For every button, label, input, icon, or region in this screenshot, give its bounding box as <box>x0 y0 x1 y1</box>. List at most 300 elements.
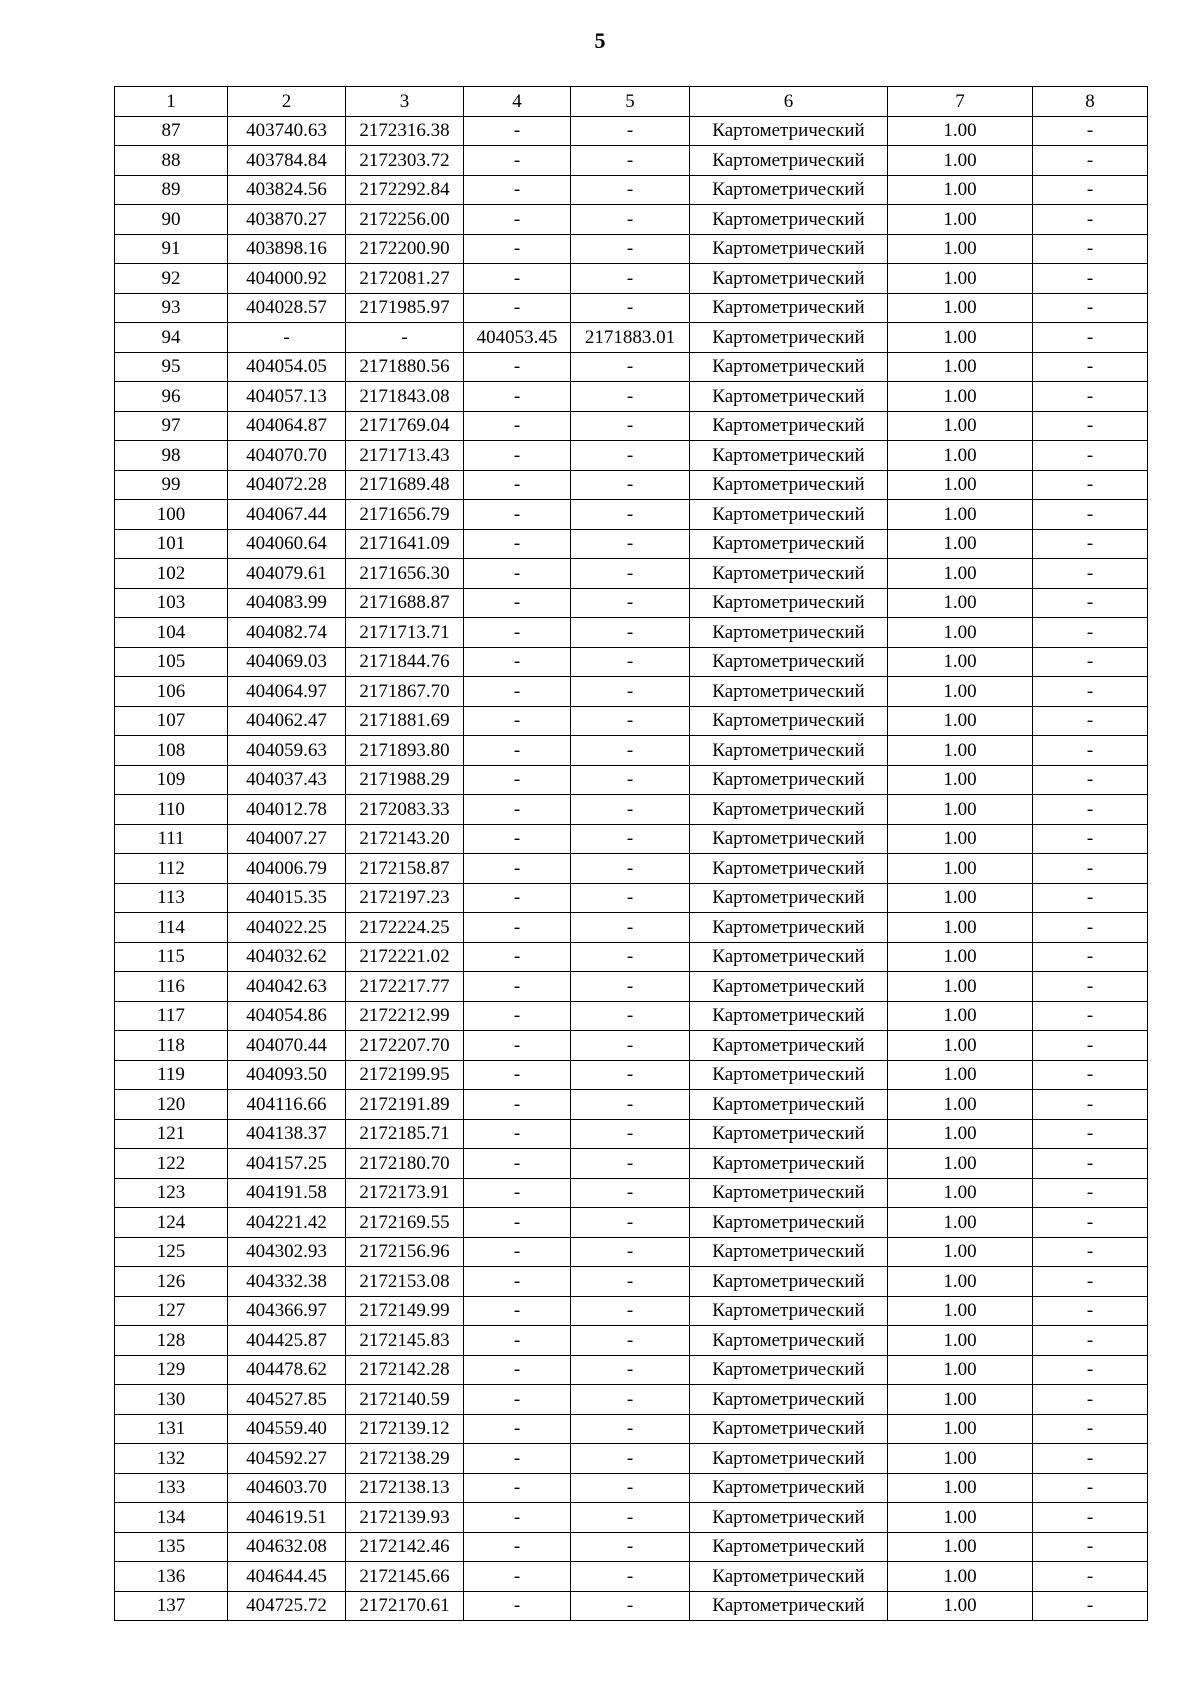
table-cell-col-5: - <box>571 1532 690 1562</box>
table-row <box>115 1326 1148 1356</box>
table-cell-col-5: - <box>571 411 690 441</box>
table-cell-col-3: 2172199.95 <box>346 1060 464 1090</box>
table-cell-col-4: - <box>464 352 571 382</box>
table-cell-col-4: - <box>464 116 571 146</box>
table-row <box>115 1001 1148 1031</box>
table-row <box>115 1119 1148 1149</box>
table-cell-col-8: - <box>1033 1296 1148 1326</box>
table-cell-col-5: - <box>571 1355 690 1385</box>
table-cell-col-3: 2172140.59 <box>346 1385 464 1415</box>
table-cell-col-8: - <box>1033 146 1148 176</box>
table-cell-col-5: - <box>571 854 690 884</box>
table-cell-col-3: 2172173.91 <box>346 1178 464 1208</box>
table-cell-col-6: Картометрический <box>690 942 888 972</box>
table-cell-col-8: - <box>1033 706 1148 736</box>
table-cell-col-5: - <box>571 1090 690 1120</box>
table-cell-col-6: Картометрический <box>690 854 888 884</box>
table-cell-col-5: - <box>571 116 690 146</box>
table-cell-col-6: Картометрический <box>690 1119 888 1149</box>
table-cell-col-1: 95 <box>115 352 228 382</box>
table-cell-col-6: Картометрический <box>690 1237 888 1267</box>
table-cell-col-7: 1.00 <box>888 559 1033 589</box>
table-cell-col-5: - <box>571 795 690 825</box>
table-cell-col-5: - <box>571 470 690 500</box>
table-cell-col-8: - <box>1033 1090 1148 1120</box>
table-cell-col-2: 404366.97 <box>228 1296 346 1326</box>
table-cell-col-6: Картометрический <box>690 1178 888 1208</box>
table-cell-col-2: 403740.63 <box>228 116 346 146</box>
table-cell-col-3: 2172139.12 <box>346 1414 464 1444</box>
table-cell-col-1: 97 <box>115 411 228 441</box>
table-cell-col-4: - <box>464 854 571 884</box>
table-cell-col-5: - <box>571 500 690 530</box>
table-cell-col-2: 404478.62 <box>228 1355 346 1385</box>
table-cell-col-2: 404015.35 <box>228 883 346 913</box>
table-cell-col-2: - <box>228 323 346 353</box>
table-cell-col-2: 404725.72 <box>228 1591 346 1621</box>
table-cell-col-8: - <box>1033 411 1148 441</box>
table-cell-col-4: - <box>464 824 571 854</box>
table-cell-col-4: - <box>464 1149 571 1179</box>
table-cell-col-4: - <box>464 264 571 294</box>
table-cell-col-1: 92 <box>115 264 228 294</box>
table-cell-col-8: - <box>1033 1237 1148 1267</box>
table-cell-col-6: Картометрический <box>690 883 888 913</box>
table-cell-col-4: - <box>464 1444 571 1474</box>
table-cell-col-8: - <box>1033 1119 1148 1149</box>
table-cell-col-4: - <box>464 1532 571 1562</box>
table-cell-col-6: Картометрический <box>690 323 888 353</box>
table-cell-col-4: - <box>464 1296 571 1326</box>
table-cell-col-2: 404079.61 <box>228 559 346 589</box>
table-cell-col-6: Картометрический <box>690 1267 888 1297</box>
table-cell-col-1: 98 <box>115 441 228 471</box>
table-cell-col-8: - <box>1033 352 1148 382</box>
table-cell-col-2: 404028.57 <box>228 293 346 323</box>
table-cell-col-4: - <box>464 1031 571 1061</box>
table-cell-col-7: 1.00 <box>888 1090 1033 1120</box>
table-cell-col-8: - <box>1033 264 1148 294</box>
table-cell-col-5: - <box>571 588 690 618</box>
table-cell-col-7: 1.00 <box>888 323 1033 353</box>
table-row <box>115 559 1148 589</box>
table-cell-col-8: - <box>1033 824 1148 854</box>
table-row <box>115 1473 1148 1503</box>
table-cell-col-8: - <box>1033 795 1148 825</box>
table-cell-col-7: 1.00 <box>888 1562 1033 1592</box>
table-cell-col-6: Картометрический <box>690 470 888 500</box>
table-cell-col-4: - <box>464 205 571 235</box>
table-cell-col-2: 403784.84 <box>228 146 346 176</box>
table-cell-col-3: 2172217.77 <box>346 972 464 1002</box>
table-cell-col-5: - <box>571 234 690 264</box>
table-cell-col-3: 2171881.69 <box>346 706 464 736</box>
table-cell-col-7: 1.00 <box>888 1385 1033 1415</box>
table-cell-col-4: - <box>464 972 571 1002</box>
table-row <box>115 293 1148 323</box>
table-cell-col-1: 100 <box>115 500 228 530</box>
table-cell-col-6: Картометрический <box>690 1208 888 1238</box>
table-cell-col-8: - <box>1033 972 1148 1002</box>
table-cell-col-2: 404007.27 <box>228 824 346 854</box>
table-cell-col-1: 132 <box>115 1444 228 1474</box>
table-cell-col-3: 2172145.66 <box>346 1562 464 1592</box>
table-cell-col-3: 2172221.02 <box>346 942 464 972</box>
table-cell-col-3: 2172153.08 <box>346 1267 464 1297</box>
table-cell-col-6: Картометрический <box>690 618 888 648</box>
table-cell-col-5: - <box>571 1414 690 1444</box>
table-cell-col-3: 2171656.79 <box>346 500 464 530</box>
table-cell-col-8: - <box>1033 382 1148 412</box>
table-cell-col-2: 404059.63 <box>228 736 346 766</box>
table-cell-col-3: 2172185.71 <box>346 1119 464 1149</box>
table-cell-col-8: - <box>1033 1414 1148 1444</box>
table-cell-col-4: - <box>464 1119 571 1149</box>
table-cell-col-8: - <box>1033 116 1148 146</box>
table-cell-col-3: 2171713.71 <box>346 618 464 648</box>
table-cell-col-5: - <box>571 1473 690 1503</box>
table-cell-col-7: 1.00 <box>888 352 1033 382</box>
table-cell-col-5: - <box>571 765 690 795</box>
table-cell-col-2: 404012.78 <box>228 795 346 825</box>
table-cell-col-5: 2171883.01 <box>571 323 690 353</box>
table-cell-col-4: - <box>464 1355 571 1385</box>
table-cell-col-4: - <box>464 470 571 500</box>
table-cell-col-8: - <box>1033 1355 1148 1385</box>
table-cell-col-6: Картометрический <box>690 352 888 382</box>
table-cell-col-7: 1.00 <box>888 706 1033 736</box>
table-cell-col-4: - <box>464 441 571 471</box>
table-row <box>115 1267 1148 1297</box>
table-cell-col-5: - <box>571 529 690 559</box>
table-cell-col-3: 2172149.99 <box>346 1296 464 1326</box>
table-cell-col-2: 404070.44 <box>228 1031 346 1061</box>
table-cell-col-3: 2172143.20 <box>346 824 464 854</box>
table-cell-col-2: 404332.38 <box>228 1267 346 1297</box>
table-cell-col-1: 131 <box>115 1414 228 1444</box>
table-cell-col-3: 2172316.38 <box>346 116 464 146</box>
table-cell-col-7: 1.00 <box>888 1001 1033 1031</box>
table-cell-col-8: - <box>1033 441 1148 471</box>
table-cell-col-3: 2172180.70 <box>346 1149 464 1179</box>
table-cell-col-1: 119 <box>115 1060 228 1090</box>
table-cell-col-4: - <box>464 1237 571 1267</box>
table-row <box>115 146 1148 176</box>
table-cell-col-3: 2171689.48 <box>346 470 464 500</box>
table-row <box>115 1385 1148 1415</box>
table-cell-col-2: 404062.47 <box>228 706 346 736</box>
table-cell-col-7: 1.00 <box>888 1031 1033 1061</box>
table-cell-col-7: 1.00 <box>888 1149 1033 1179</box>
table-cell-col-2: 404644.45 <box>228 1562 346 1592</box>
table-cell-col-1: 106 <box>115 677 228 707</box>
table-cell-col-3: 2172138.29 <box>346 1444 464 1474</box>
table-cell-col-6: Картометрический <box>690 1414 888 1444</box>
table-cell-col-4: 404053.45 <box>464 323 571 353</box>
table-cell-col-1: 117 <box>115 1001 228 1031</box>
table-cell-col-4: - <box>464 588 571 618</box>
table-cell-col-1: 120 <box>115 1090 228 1120</box>
table-cell-col-6: Картометрический <box>690 1591 888 1621</box>
table-cell-col-1: 136 <box>115 1562 228 1592</box>
table-cell-col-7: 1.00 <box>888 972 1033 1002</box>
table-cell-col-2: 404082.74 <box>228 618 346 648</box>
table-cell-col-8: - <box>1033 942 1148 972</box>
table-cell-col-3: 2171985.97 <box>346 293 464 323</box>
table-cell-col-8: - <box>1033 1473 1148 1503</box>
table-cell-col-1: 102 <box>115 559 228 589</box>
table-cell-col-1: 87 <box>115 116 228 146</box>
table-cell-col-7: 1.00 <box>888 795 1033 825</box>
table-cell-col-6: Картометрический <box>690 1001 888 1031</box>
table-cell-col-4: - <box>464 175 571 205</box>
table-cell-col-1: 128 <box>115 1326 228 1356</box>
table-cell-col-8: - <box>1033 883 1148 913</box>
table-row <box>115 913 1148 943</box>
table-cell-col-5: - <box>571 146 690 176</box>
table-cell-col-8: - <box>1033 765 1148 795</box>
table-cell-col-4: - <box>464 765 571 795</box>
table-cell-col-5: - <box>571 824 690 854</box>
table-cell-col-7: 1.00 <box>888 1060 1033 1090</box>
table-cell-col-8: - <box>1033 736 1148 766</box>
table-cell-col-2: 404067.44 <box>228 500 346 530</box>
table-cell-col-5: - <box>571 382 690 412</box>
table-cell-col-8: - <box>1033 1001 1148 1031</box>
column-header-5: 5 <box>571 87 690 117</box>
table-cell-col-6: Картометрический <box>690 1149 888 1179</box>
table-cell-col-7: 1.00 <box>888 175 1033 205</box>
table-cell-col-1: 101 <box>115 529 228 559</box>
table-cell-col-8: - <box>1033 1178 1148 1208</box>
table-row <box>115 854 1148 884</box>
table-cell-col-3: 2172158.87 <box>346 854 464 884</box>
table-cell-col-7: 1.00 <box>888 1208 1033 1238</box>
table-row <box>115 1237 1148 1267</box>
table-cell-col-1: 104 <box>115 618 228 648</box>
table-cell-col-2: 404302.93 <box>228 1237 346 1267</box>
table-cell-col-6: Картометрический <box>690 1503 888 1533</box>
table-cell-col-1: 99 <box>115 470 228 500</box>
table-cell-col-2: 404425.87 <box>228 1326 346 1356</box>
table-cell-col-5: - <box>571 441 690 471</box>
table-cell-col-1: 133 <box>115 1473 228 1503</box>
table-cell-col-1: 129 <box>115 1355 228 1385</box>
table-cell-col-3: 2172292.84 <box>346 175 464 205</box>
table-cell-col-3: 2171769.04 <box>346 411 464 441</box>
table-cell-col-6: Картометрический <box>690 234 888 264</box>
table-row <box>115 382 1148 412</box>
table-cell-col-6: Картометрический <box>690 382 888 412</box>
table-cell-col-5: - <box>571 205 690 235</box>
table-row <box>115 942 1148 972</box>
table-cell-col-1: 103 <box>115 588 228 618</box>
table-cell-col-6: Картометрический <box>690 972 888 1002</box>
table-cell-col-1: 115 <box>115 942 228 972</box>
table-cell-col-1: 130 <box>115 1385 228 1415</box>
table-cell-col-6: Картометрический <box>690 824 888 854</box>
table-row <box>115 441 1148 471</box>
table-row <box>115 323 1148 353</box>
table-cell-col-5: - <box>571 1385 690 1415</box>
table-cell-col-6: Картометрический <box>690 736 888 766</box>
table-cell-col-6: Картометрический <box>690 264 888 294</box>
table-row <box>115 1532 1148 1562</box>
table-cell-col-2: 404116.66 <box>228 1090 346 1120</box>
table-cell-col-4: - <box>464 1326 571 1356</box>
table-cell-col-2: 404022.25 <box>228 913 346 943</box>
table-cell-col-7: 1.00 <box>888 618 1033 648</box>
table-cell-col-5: - <box>571 618 690 648</box>
table-cell-col-6: Картометрический <box>690 205 888 235</box>
table-cell-col-1: 125 <box>115 1237 228 1267</box>
table-cell-col-2: 403898.16 <box>228 234 346 264</box>
table-row <box>115 1414 1148 1444</box>
table-cell-col-2: 404070.70 <box>228 441 346 471</box>
table-cell-col-3: 2171688.87 <box>346 588 464 618</box>
table-cell-col-7: 1.00 <box>888 942 1033 972</box>
table-row <box>115 883 1148 913</box>
table-cell-col-1: 108 <box>115 736 228 766</box>
table-cell-col-5: - <box>571 1591 690 1621</box>
table-cell-col-4: - <box>464 1001 571 1031</box>
table-cell-col-5: - <box>571 1444 690 1474</box>
table-cell-col-1: 127 <box>115 1296 228 1326</box>
table-cell-col-8: - <box>1033 234 1148 264</box>
table-cell-col-7: 1.00 <box>888 441 1033 471</box>
table-cell-col-1: 123 <box>115 1178 228 1208</box>
table-cell-col-2: 404592.27 <box>228 1444 346 1474</box>
table-cell-col-6: Картометрический <box>690 1355 888 1385</box>
table-row <box>115 234 1148 264</box>
table-cell-col-6: Картометрический <box>690 677 888 707</box>
table-cell-col-4: - <box>464 647 571 677</box>
table-cell-col-3: 2171867.70 <box>346 677 464 707</box>
table-cell-col-8: - <box>1033 618 1148 648</box>
table-cell-col-2: 404191.58 <box>228 1178 346 1208</box>
table-cell-col-7: 1.00 <box>888 146 1033 176</box>
table-row <box>115 1178 1148 1208</box>
table-cell-col-1: 91 <box>115 234 228 264</box>
table-cell-col-4: - <box>464 883 571 913</box>
table-cell-col-1: 96 <box>115 382 228 412</box>
table-cell-col-3: 2172156.96 <box>346 1237 464 1267</box>
table-cell-col-7: 1.00 <box>888 1444 1033 1474</box>
table-cell-col-3: 2172303.72 <box>346 146 464 176</box>
table-cell-col-1: 90 <box>115 205 228 235</box>
table-cell-col-3: 2172142.28 <box>346 1355 464 1385</box>
table-cell-col-8: - <box>1033 293 1148 323</box>
table-cell-col-7: 1.00 <box>888 116 1033 146</box>
table-cell-col-6: Картометрический <box>690 293 888 323</box>
table-cell-col-1: 88 <box>115 146 228 176</box>
table-cell-col-6: Картометрический <box>690 795 888 825</box>
table-header-row <box>115 87 1148 117</box>
table-cell-col-8: - <box>1033 677 1148 707</box>
table-cell-col-8: - <box>1033 647 1148 677</box>
table-cell-col-4: - <box>464 1562 571 1592</box>
table-cell-col-2: 404064.97 <box>228 677 346 707</box>
table-cell-col-3: 2171843.08 <box>346 382 464 412</box>
table-cell-col-3: 2171988.29 <box>346 765 464 795</box>
table-cell-col-6: Картометрический <box>690 1090 888 1120</box>
column-header-3: 3 <box>346 87 464 117</box>
table-cell-col-4: - <box>464 411 571 441</box>
table-cell-col-1: 107 <box>115 706 228 736</box>
table-cell-col-4: - <box>464 913 571 943</box>
table-cell-col-5: - <box>571 706 690 736</box>
table-cell-col-7: 1.00 <box>888 293 1033 323</box>
table-cell-col-1: 109 <box>115 765 228 795</box>
table-cell-col-3: 2172139.93 <box>346 1503 464 1533</box>
table-cell-col-5: - <box>571 352 690 382</box>
table-cell-col-3: 2172212.99 <box>346 1001 464 1031</box>
table-cell-col-4: - <box>464 795 571 825</box>
table-cell-col-8: - <box>1033 1326 1148 1356</box>
table-cell-col-8: - <box>1033 175 1148 205</box>
table-cell-col-3: 2172081.27 <box>346 264 464 294</box>
table-cell-col-7: 1.00 <box>888 913 1033 943</box>
table-cell-col-4: - <box>464 1503 571 1533</box>
table-cell-col-6: Картометрический <box>690 706 888 736</box>
table-cell-col-3: 2172145.83 <box>346 1326 464 1356</box>
table-body <box>115 116 1148 1621</box>
table-cell-col-6: Картометрический <box>690 116 888 146</box>
table-cell-col-4: - <box>464 1473 571 1503</box>
table-cell-col-7: 1.00 <box>888 647 1033 677</box>
table-row <box>115 1562 1148 1592</box>
table-cell-col-7: 1.00 <box>888 1414 1033 1444</box>
table-row <box>115 1208 1148 1238</box>
table-cell-col-1: 114 <box>115 913 228 943</box>
table-cell-col-2: 404632.08 <box>228 1532 346 1562</box>
table-cell-col-3: 2172083.33 <box>346 795 464 825</box>
table-cell-col-4: - <box>464 736 571 766</box>
table-cell-col-7: 1.00 <box>888 854 1033 884</box>
column-header-4: 4 <box>464 87 571 117</box>
table-cell-col-2: 404069.03 <box>228 647 346 677</box>
table-cell-col-7: 1.00 <box>888 883 1033 913</box>
table-cell-col-3: 2171880.56 <box>346 352 464 382</box>
table-cell-col-2: 403870.27 <box>228 205 346 235</box>
table-cell-col-7: 1.00 <box>888 677 1033 707</box>
table-row <box>115 352 1148 382</box>
table-cell-col-6: Картометрический <box>690 765 888 795</box>
table-cell-col-1: 134 <box>115 1503 228 1533</box>
column-header-7: 7 <box>888 87 1033 117</box>
table-cell-col-1: 105 <box>115 647 228 677</box>
table-cell-col-6: Картометрический <box>690 146 888 176</box>
table-cell-col-3: 2171713.43 <box>346 441 464 471</box>
table-cell-col-7: 1.00 <box>888 1237 1033 1267</box>
table-cell-col-3: 2172170.61 <box>346 1591 464 1621</box>
table-cell-col-7: 1.00 <box>888 382 1033 412</box>
table-cell-col-4: - <box>464 618 571 648</box>
table-cell-col-2: 404603.70 <box>228 1473 346 1503</box>
table-cell-col-1: 135 <box>115 1532 228 1562</box>
table-row <box>115 706 1148 736</box>
table-cell-col-5: - <box>571 1237 690 1267</box>
table-row <box>115 972 1148 1002</box>
table-cell-col-7: 1.00 <box>888 529 1033 559</box>
table-cell-col-7: 1.00 <box>888 1267 1033 1297</box>
table-cell-col-7: 1.00 <box>888 1326 1033 1356</box>
table-cell-col-7: 1.00 <box>888 736 1033 766</box>
table-row <box>115 1296 1148 1326</box>
table-row <box>115 1444 1148 1474</box>
table-cell-col-5: - <box>571 1208 690 1238</box>
table-cell-col-3: 2172256.00 <box>346 205 464 235</box>
